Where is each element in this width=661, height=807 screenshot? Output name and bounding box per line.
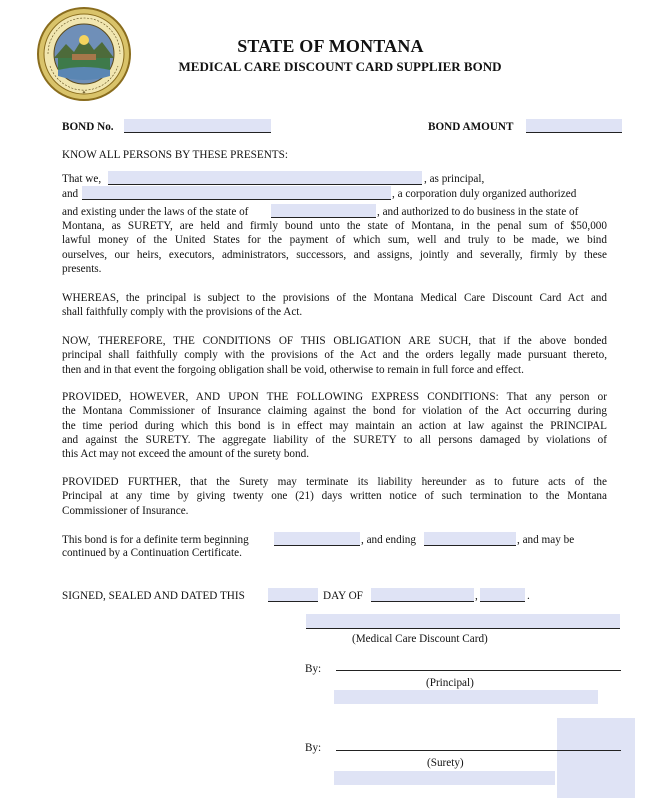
year-field[interactable] <box>480 588 525 602</box>
paragraph-line: PROVIDED, HOWEVER, AND UPON THE FOLLOWING EXPRESS CONDITIONS: That any person or <box>62 391 607 403</box>
day-field[interactable] <box>268 588 318 602</box>
paragraph-line: NOW, THEREFORE, THE CONDITIONS OF THIS OBLIGATION ARE SUCH, that if the above bonded <box>62 335 607 347</box>
principal-signature-line <box>336 670 621 671</box>
existing-label: and existing under the laws of the state of <box>62 206 249 218</box>
whereas-paragraph <box>62 291 607 320</box>
paragraph-line: WHEREAS, the principal is subject to the provisions of the Montana Medical Care Discount Card Act and <box>62 292 607 304</box>
penal-sum-paragraph <box>62 219 607 276</box>
date-period: . <box>527 590 530 602</box>
paragraph-line: ourselves, our heirs, executors, administrators, successors, and assigns, jointly and severally, firmly by these <box>62 248 607 261</box>
know-all-heading: KNOW ALL PERSONS BY THESE PRESENTS: <box>62 149 288 161</box>
paragraph-line: PROVIDED FURTHER, that the Surety may terminate its liability hereunder as to future acts of the <box>62 476 607 488</box>
paragraph-line: this Act may not exceed the amount of the surety bond. <box>62 448 309 461</box>
term-end-field[interactable] <box>424 532 516 546</box>
term-begin-label: This bond is for a definite term beginning <box>62 534 249 546</box>
term-begin-field[interactable] <box>274 532 360 546</box>
term-continued-label: continued by a Continuation Certificate. <box>62 547 242 559</box>
month-field[interactable] <box>371 588 474 602</box>
paragraph-line: the time period during which this bond is in effect may maintain an action at law against the PRINCIPAL <box>62 419 607 432</box>
paragraph-line: principal shall faithfully comply with the provisions of the Act and the orders legally made pursuant thereto, <box>62 349 607 362</box>
provided-however-paragraph <box>62 390 607 461</box>
surety-caption: (Surety) <box>427 757 464 769</box>
principal-caption: (Principal) <box>426 677 474 689</box>
term-may-label: , and may be <box>517 534 575 546</box>
corporation-label: , a corporation duly organized authorized <box>392 188 577 200</box>
paragraph-line: then and in that event the forgoing obligation shall be void, otherwise to remain in full force and effect. <box>62 363 524 376</box>
as-principal-label: , as principal, <box>424 173 485 185</box>
document-subtitle: MEDICAL CARE DISCOUNT CARD SUPPLIER BOND <box>178 59 502 74</box>
bond-amount-field[interactable] <box>526 119 622 133</box>
principal-name-print-field[interactable] <box>334 690 598 704</box>
principal-name-field[interactable] <box>108 171 422 185</box>
paragraph-line: shall faithfully comply with the provisions of the Act. <box>62 306 303 319</box>
date-comma: , <box>475 590 478 602</box>
paragraph-line: Commissioner of Insurance. <box>62 504 189 517</box>
paragraph-line: the Montana Commissioner of Insurance claiming against the bond for violation of the Act occurring during <box>62 405 607 418</box>
now-therefore-paragraph <box>62 334 607 377</box>
bond-no-label: BOND No. <box>62 121 114 133</box>
paragraph-line: Montana, as SURETY, are held and firmly bound unto the state of Montana, in the penal sum of $50,000 <box>62 220 607 232</box>
paragraph-line: and against the SURETY. The aggregate liability of the SURETY to all persons damaged by violations of <box>62 433 607 446</box>
document-title: STATE OF MONTANA <box>237 36 424 56</box>
authorized-label: , and authorized to do business in the state of <box>377 206 579 218</box>
paragraph-line: presents. <box>62 262 102 275</box>
bond-no-field[interactable] <box>124 119 271 133</box>
paragraph-line: Principal at any time by giving twenty one (21) days written notice of such termination to the Montana <box>62 490 607 503</box>
term-ending-label: , and ending <box>361 534 416 546</box>
surety-signature-line <box>336 750 621 751</box>
day-of-label: DAY OF <box>323 590 363 602</box>
state-field[interactable] <box>271 204 376 218</box>
medical-care-discount-card-field[interactable] <box>306 614 620 629</box>
surety-signature-field[interactable] <box>557 718 635 798</box>
surety-by-label: By: <box>305 742 322 754</box>
principal-by-label: By: <box>305 663 322 675</box>
signed-label: SIGNED, SEALED AND DATED THIS <box>62 590 245 602</box>
and-label: and <box>62 188 79 200</box>
medical-care-discount-card-caption: (Medical Care Discount Card) <box>352 633 488 645</box>
svg-text:✦: ✦ <box>81 91 87 96</box>
surety-name-print-field[interactable] <box>334 771 555 785</box>
bond-amount-label: BOND AMOUNT <box>428 121 514 133</box>
surety-name-field[interactable] <box>82 186 391 200</box>
that-we-label: That we, <box>62 173 102 185</box>
paragraph-line: lawful money of the United States for the payment of which sum, well and truly to be made, we bind <box>62 234 607 247</box>
provided-further-paragraph <box>62 475 607 518</box>
